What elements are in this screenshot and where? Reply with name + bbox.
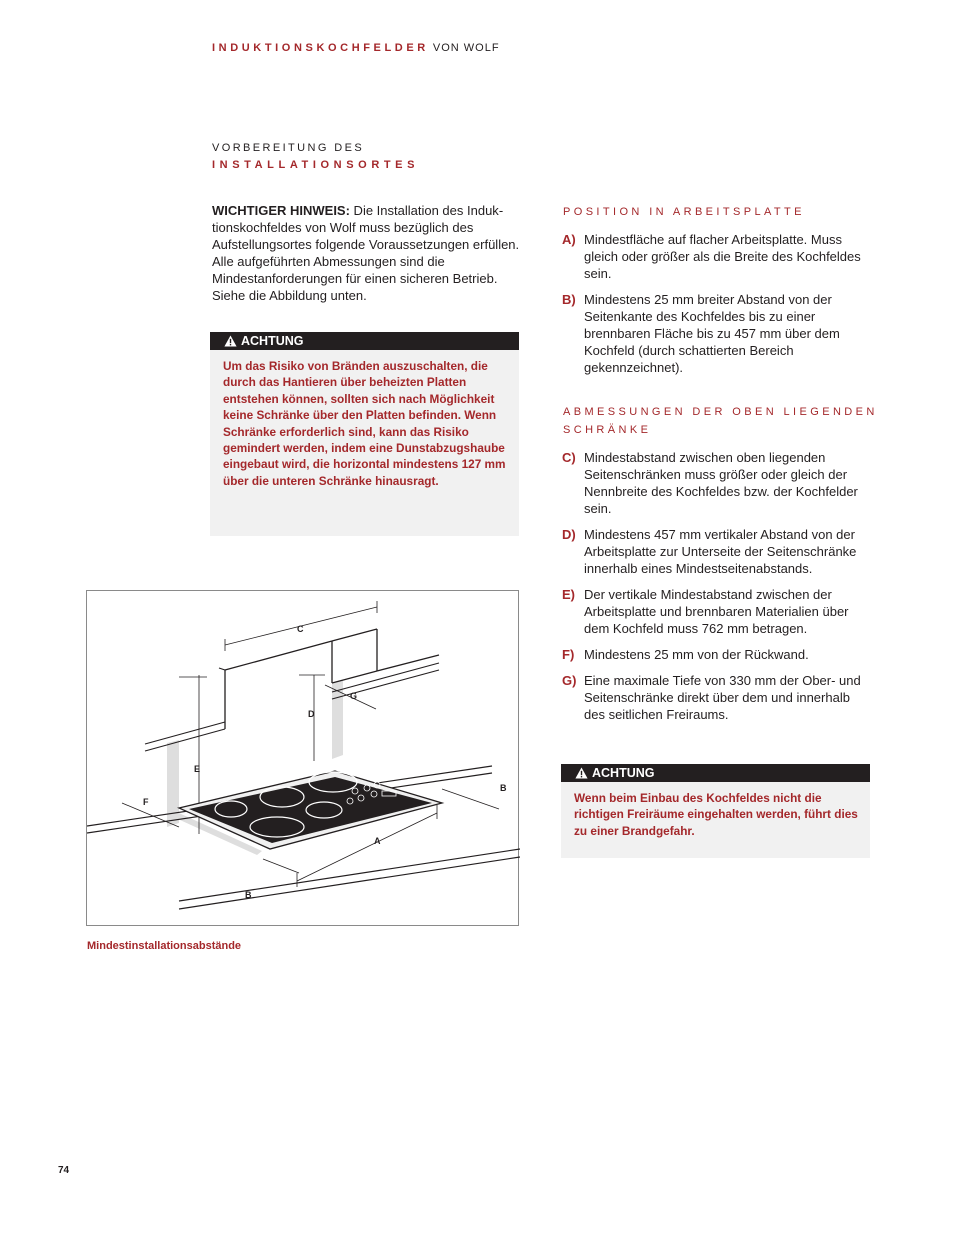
item-key: B) xyxy=(562,292,576,307)
warning-triangle-icon xyxy=(224,335,237,347)
page-header xyxy=(212,42,500,54)
warning-text: Um das Risiko von Bränden auszuschalten, die durch das Hantieren über beheizten Platten entstehen können, sollten sich nach Möglichkeit keine Schränke über den Platten befinden. Wenn Schränke erforderlich sind, kann das Risiko gemindert werden, indem eine Dunstabzugshaube eingebaut wird, die horizontal mindestens 127 mm über die unteren Schränke hinausragt. xyxy=(223,359,506,488)
list-item xyxy=(562,526,872,577)
item-text: Mindestens 457 mm vertikaler Abstand von der Arbeitsplatte zur Unterseite der Seitenschränke innerhalb eines Mindestseitenabstands. xyxy=(584,527,857,576)
section-title xyxy=(212,140,419,174)
list-item xyxy=(562,646,872,663)
warning-triangle-icon xyxy=(575,767,588,779)
list-item xyxy=(562,449,872,517)
label-g: G xyxy=(350,691,358,701)
header-brand: INDUKTIONSKOCHFELDER xyxy=(212,42,429,54)
installation-clearance-diagram xyxy=(86,590,519,926)
item-text: Mindestfläche auf flacher Arbeitsplatte. Muss gleich oder größer als die Breite des Kochfeldes sein. xyxy=(584,232,861,281)
item-key: A) xyxy=(562,232,576,247)
item-text: Der vertikale Mindestabstand zwischen der Arbeitsplatte und brennbaren Materialien über dem Kochfeld muss 762 mm betragen. xyxy=(584,587,849,636)
label-b-right: B xyxy=(500,783,507,793)
list-item xyxy=(562,672,872,723)
item-key: D) xyxy=(562,527,576,542)
intro-paragraph xyxy=(212,202,532,304)
warning-title: ACHTUNG xyxy=(241,334,304,348)
header-subtitle: VON WOLF xyxy=(432,42,500,54)
item-key: F) xyxy=(562,647,575,662)
label-a: A xyxy=(374,836,381,846)
intro-text: Die Installation des Induktionskochfeldes von Wolf muss bezüglich des Aufstellungsortes folgende Voraussetzungen erfüllen. Alle aufgeführten Abmessungen sind die Mindestanforderungen für einen sicheren Betrieb. Siehe die Abbildung unten. xyxy=(212,203,520,303)
list-item xyxy=(562,231,872,282)
warning-text: Wenn beim Einbau des Kochfeldes nicht die richtigen Freiräume eingehalten werden, führt dies zu einer Brandgefahr. xyxy=(574,791,858,838)
page-number: 74 xyxy=(58,1165,70,1176)
item-text: Mindestens 25 mm von der Rückwand. xyxy=(584,647,809,662)
item-text: Mindestabstand zwischen oben liegenden Seitenschränken muss größer oder gleich der Nennbreite des Kochfeldes bzw. der Kochfelder sein. xyxy=(584,450,858,516)
list-item xyxy=(562,291,872,376)
warning-title: ACHTUNG xyxy=(592,766,655,780)
item-text: Eine maximale Tiefe von 330 mm der Ober- und Seitenschränke direkt über dem und innerhalb des seitlichen Freiraums. xyxy=(584,673,861,722)
item-key: G) xyxy=(562,673,577,688)
section-title-line2: INSTALLATIONSORTES xyxy=(212,159,420,171)
position-list xyxy=(562,231,872,385)
warning-box-clearance xyxy=(561,764,870,858)
item-key: C) xyxy=(562,450,576,465)
warning-header xyxy=(210,332,519,350)
warning-box-fire-risk xyxy=(210,332,519,536)
label-c: C xyxy=(297,624,304,634)
label-d: D xyxy=(308,709,315,719)
cabinets-heading: ABMESSUNGEN DER OBEN LIEGENDEN SCHRÄNKE xyxy=(563,406,878,436)
label-f: F xyxy=(143,797,149,807)
position-heading: POSITION IN ARBEITSPLATTE xyxy=(563,206,805,218)
figure-caption: Mindestinstallationsabstände xyxy=(87,940,242,952)
intro-label: WICHTIGER HINWEIS: xyxy=(212,203,350,218)
list-item xyxy=(562,586,872,637)
section-title-line1: VORBEREITUNG DES xyxy=(212,142,365,154)
item-key: E) xyxy=(562,587,575,602)
diagram-drawing xyxy=(87,591,520,927)
item-text: Mindestens 25 mm breiter Abstand von der Seitenkante des Kochfeldes bis zu einer brennbaren Fläche bis zu 457 mm über dem Kochfeld (durch schattierten Bereich gekennzeichnet). xyxy=(584,292,840,375)
cabinets-list xyxy=(562,449,872,732)
label-e: E xyxy=(194,764,201,774)
warning-header xyxy=(561,764,870,782)
label-b-front: B xyxy=(245,890,252,900)
